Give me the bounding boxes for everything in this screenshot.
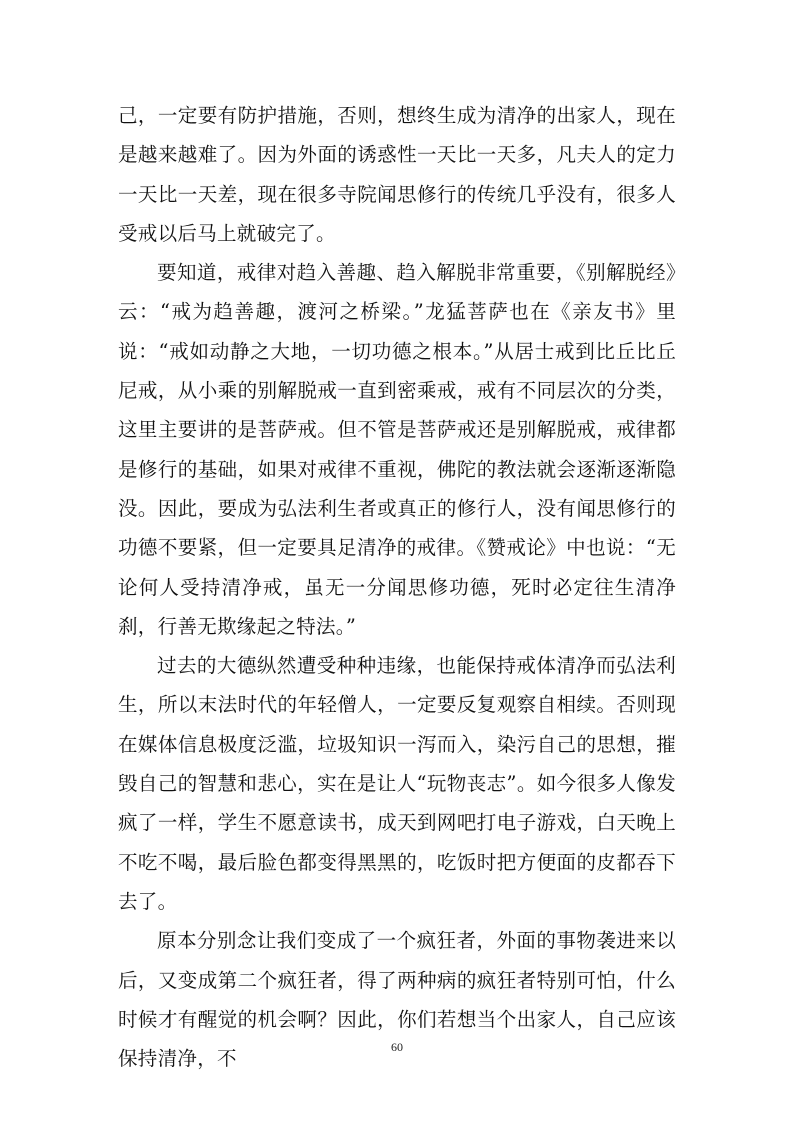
paragraph-3: 过去的大德纵然遭受种种违缘，也能保持戒体清净而弘法利生，所以末法时代的年轻僧人，一定要反复观察自相续。否则现在媒体信息极度泛滥，垃圾知识一泻而入，染污自己的思想，摧毁自己的智慧和悲心，实在是让人“玩物丧志”。如今很多人像发疯了一样，学生不愿意读书，成天到网吧打电子游戏，白天晚上不吃不喝，最后脸色都变得黑黑的，吃饭时把方便面的皮都吞下去了。 <box>118 654 676 913</box>
paragraph-4: 原本分别念让我们变成了一个疯狂者，外面的事物袭进来以后，又变成第二个疯狂者，得了两种病的疯狂者特别可怕，什么时候才有醒觉的机会啊？因此，你们若想当个出家人，自己应该保持清净，不 <box>118 929 676 1071</box>
paragraph-1: 己，一定要有防护措施，否则，想终生成为清净的出家人，现在是越来越难了。因为外面的诱惑性一天比一天多，凡夫人的定力一天比一天差，现在很多寺院闻思修行的传统几乎没有，很多人受戒以后马上就破完了。 <box>118 104 676 245</box>
page-body <box>118 96 676 1078</box>
page-number: 60 <box>391 1040 403 1054</box>
paragraph-2: 要知道，戒律对趋入善趣、趋入解脱非常重要，《别解脱经》云：“戒为趋善趣，渡河之桥梁。”龙猛菩萨也在《亲友书》里说：“戒如动静之大地，一切功德之根本。”从居士戒到比丘比丘尼戒，从小乘的别解脱戒一直到密乘戒，戒有不同层次的分类，这里主要讲的是菩萨戒。但不管是菩萨戒还是别解脱戒，戒律都是修行的基础，如果对戒律不重视，佛陀的教法就会逐渐逐渐隐没。因此，要成为弘法利生者或真正的修行人，没有闻思修行的功德不要紧，但一定要具足清净的戒律。《赞戒论》中也说：“无论何人受持清净戒，虽无一分闻思修功德，死时必定往生清净刹，行善无欺缘起之特法。” <box>118 261 676 638</box>
